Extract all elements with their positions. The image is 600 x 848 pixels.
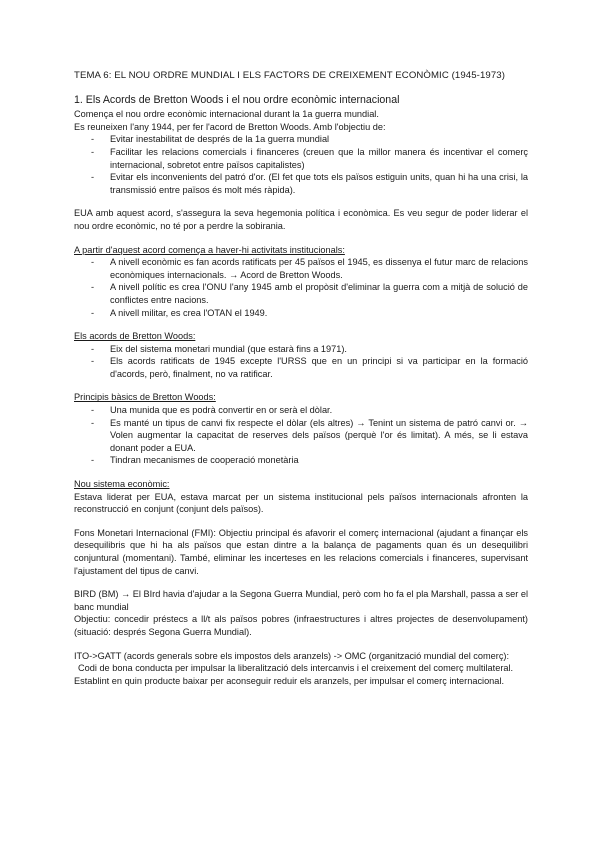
list-item: - Evitar els inconvenients del patró d'or. (El fet que tots els països estiguin units, quan hi ha una crisi, la transmissió entre països és molt més ràpida). — [74, 171, 528, 196]
activitats-heading: A partir d'aquest acord comença a haver-hi activitats institucionals: — [74, 244, 345, 255]
list-item: - Els acords ratificats de 1945 excepte l'URSS que en un principi si va participar en la formació d'acords, però, finalment, no va ratificar. — [74, 355, 528, 380]
activitats-list — [74, 256, 528, 319]
list-item: - A nivell polític es crea l'ONU l'any 1945 amb el propòsit d'eliminar la guerra com a mitjà de solució de conflictes entre nacions. — [74, 281, 528, 306]
sistema-heading: Nou sistema econòmic: — [74, 479, 170, 490]
acords-list — [74, 343, 528, 381]
section-heading: 1. Els Acords de Bretton Woods i el nou ordre econòmic internacional — [74, 93, 400, 106]
principis-heading: Principis bàsics de Bretton Woods: — [74, 392, 216, 403]
principis-list — [74, 404, 528, 467]
intro-line: Es reuneixen l'any 1944, per fer l'acord de Bretton Woods. Amb l'objectiu de: — [74, 121, 386, 132]
list-item: - Es manté un tipus de canvi fix respecte el dòlar (els altres) → Tenint un sistema de patró canvi or. → Volen augmentar la capacitat de reserves dels països (perquè l'or és limitat). A més, se li estava donant poder a EUA. — [74, 417, 528, 455]
sistema-paragraph: Estava liderat per EUA, estava marcat per un sistema institucional pels països internacionals afronten la reconstrucció en conjunt (conjunt dels països). — [74, 491, 528, 515]
list-item: - Evitar inestabilitat de després de la 1a guerra mundial — [74, 133, 528, 146]
intro-line: Comença el nou ordre econòmic internacional durant la 1a guerra mundial. — [74, 109, 379, 120]
page-title: TEMA 6: EL NOU ORDRE MUNDIAL I ELS FACTORS DE CREIXEMENT ECONÒMIC (1945-1973) — [74, 70, 505, 81]
bird-paragraph: BIRD (BM) → El BIrd havia d'ajudar a la Segona Guerra Mundial, però com ho fa el pla Marshall, passa a ser el banc mundial — [74, 589, 528, 612]
list-item: - A nivell econòmic es fan acords ratificats per 45 països el 1945, es dissenya el futur marc de relacions econòmiques internacionals. → Acord de Bretton Woods. — [74, 256, 528, 281]
list-item: - Facilitar les relacions comercials i financeres (creuen que la millor manera és incentivar el comerç internacional, sobretot entre països capitalistes) — [74, 146, 528, 171]
fmi-paragraph: Fons Monetari Internacional (FMI): Objectiu principal és afavorir el comerç internacional (ajudant a finançar els desequilibris que hi ha als països que estan dintre a la balança de pagaments quan és un desequilibri conjuntural (momentani). També, eliminar les incerteses en les relacions comercials i financeres, supervisant l'ajustament del tipus de canvi. — [74, 527, 528, 576]
ito-line: Codi de bona conducta per impulsar la liberalització dels intercanvis i el creixement del comerç multilateral. — [78, 663, 514, 674]
ito-line: Establint en quin producte baixar per aconseguir reduir els aranzels, per impulsar el comerç internacional. — [74, 675, 504, 686]
document-body — [74, 70, 528, 687]
list-item: - A nivell militar, es crea l'OTAN el 1949. — [74, 307, 528, 320]
acords-heading: Els acords de Bretton Woods: — [74, 331, 196, 342]
list-item: - Eix del sistema monetari mundial (que estarà fins a 1971). — [74, 343, 528, 356]
hegemony-paragraph: EUA amb aquest acord, s'assegura la seva hegemonia política i econòmica. Es veu segur de poder liderar el nou ordre econòmic, no té por a perdre la sobirania. — [74, 208, 528, 231]
list-item: - Una munida que es podrà convertir en or serà el dòlar. — [74, 404, 528, 417]
objectives-list — [74, 133, 528, 196]
list-item: - Tindran mecanismes de cooperació monetària — [74, 454, 528, 467]
bird-objective: Objectiu: concedir préstecs a ll/t als països pobres (infraestructures i altres projectes de desenvolupament) (situació: després Segona Guerra Mundial). — [74, 614, 528, 637]
ito-paragraph: ITO->GATT (acords generals sobre els impostos dels aranzels) -> OMC (organització mundial del comerç): — [74, 650, 510, 661]
